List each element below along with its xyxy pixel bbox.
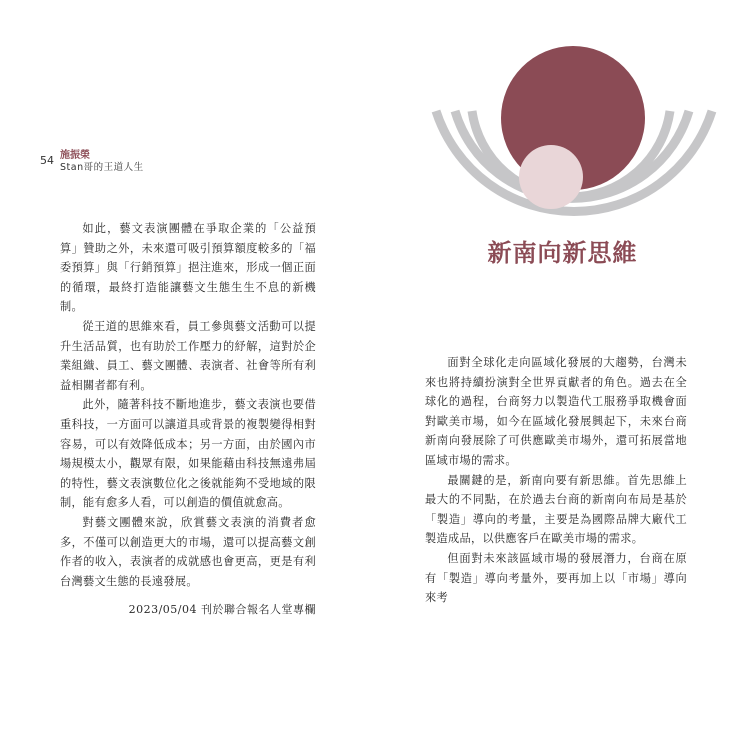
paragraph: 最關鍵的是，新南向要有新思維。首先思維上最大的不同點，在於過去台商的新南向布局是基於「製造」導向的考量，主要是為國際品牌大廠代工製造成品，以供應客戶在歐美市場的需求。 <box>425 473 687 546</box>
chapter-decoration <box>375 0 750 220</box>
paragraph: 對藝文團體來說，欣賞藝文表演的消費者愈多，不僅可以創造更大的市場，還可以提高藝文創作者的收入，表演者的成就感也會更高，更是有利台灣藝文生態的長遠發展。 <box>60 515 316 588</box>
chapter-title: 新南向新思維 <box>487 238 638 267</box>
paragraph: 面對全球化走向區域化發展的大趨勢，台灣未來也將持續扮演對全世界貢獻者的角色。過去在全球化的過程，台商努力以製造代工服務爭取機會面對歐美市場，如今在區域化發展興起下，未來台商新南向發展除了可供應歐美市場外，還可拓展當地區域市場的需求。 <box>425 356 687 467</box>
page-header <box>40 150 144 174</box>
author-name: 施振榮 <box>60 150 90 161</box>
small-circle <box>519 145 583 209</box>
right-page <box>375 0 750 750</box>
left-body-text <box>60 219 316 619</box>
right-body-text <box>425 353 687 608</box>
paragraph: 此外，隨著科技不斷地進步，藝文表演也要借重科技，一方面可以讓道具或背景的複製變得相對容易，可以有效降低成本；另一方面，由於國內市場規模太小，觀眾有限，如果能藉由科技無遠弗屆的特性，藝文表演數位化之後就能夠不受地域的限制，能有愈多人看，可以創造的價值就愈高。 <box>60 398 316 510</box>
header-text <box>60 150 144 174</box>
book-title: Stan哥的王道人生 <box>60 162 144 173</box>
page-number: 54 <box>40 154 54 167</box>
publication-byline: 2023/05/04 刊於聯合報名人堂專欄 <box>128 603 316 617</box>
paragraph: 但面對未來該區域市場的發展潛力，台商在原有「製造」導向考量外，要再加上以「市場」導向來考 <box>425 551 687 605</box>
paragraph: 從王道的思維來看，員工參與藝文活動可以提升生活品質，也有助於工作壓力的紓解，這對於企業組織、員工、藝文團體、表演者、社會等所有利益相關者都有利。 <box>60 319 316 392</box>
paragraph: 如此，藝文表演團體在爭取企業的「公益預算」贊助之外，未來還可吸引預算額度較多的「福委預算」與「行銷預算」挹注進來，形成一個正面的循環，最終打造能讓藝文生態生生不息的新機制。 <box>60 222 316 314</box>
